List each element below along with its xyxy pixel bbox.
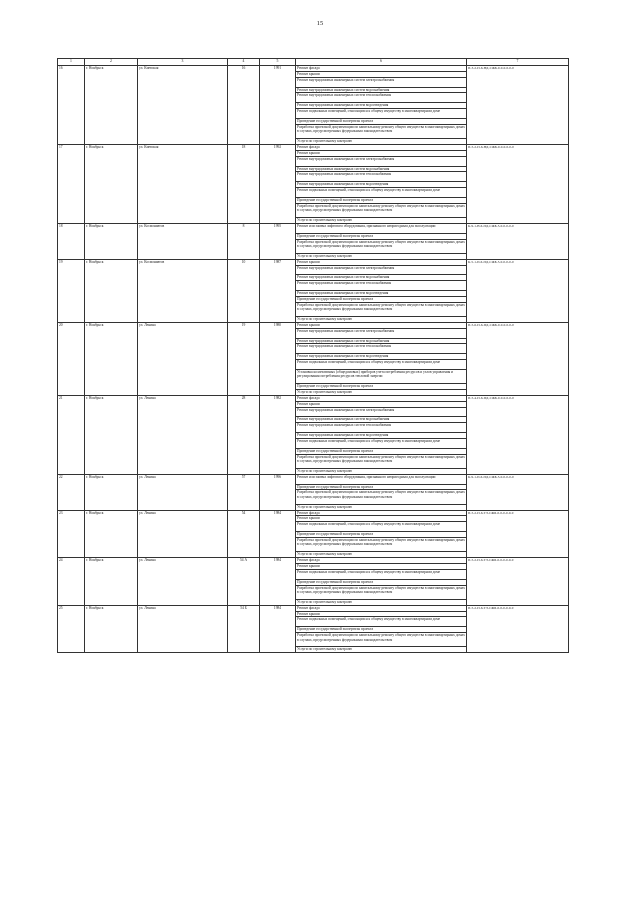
work-type-cell: Ремонт крыши bbox=[296, 71, 467, 77]
work-type-cell: Ремонт внутридомовых инженерных систем водоотведения bbox=[296, 182, 467, 188]
table-body bbox=[58, 66, 569, 653]
house-number-cell: 54 А bbox=[228, 558, 260, 606]
work-type-cell: Разработка проектной документации по капитальному ремонту общего имущества в многоквартирных домах в случаях, предусмотренных федеральным законодательством bbox=[296, 454, 467, 468]
repair-program-table bbox=[57, 58, 569, 653]
house-number-cell: 57 bbox=[228, 474, 260, 510]
work-type-cell: Услуги по строительному контролю bbox=[296, 253, 467, 259]
work-type-cell: Ремонт внутридомовых инженерных систем электроснабжения bbox=[296, 328, 467, 338]
work-type-cell: Ремонт фасада bbox=[296, 510, 467, 516]
row-number: 20 bbox=[58, 322, 85, 395]
work-type-cell: Разработка проектной документации по капитальному ремонту общего имущества в многоквартирных домах в случаях, предусмотренных федеральным законодательством bbox=[296, 124, 467, 138]
work-type-cell: Проведение государственной экспертизы проекта bbox=[296, 484, 467, 490]
work-type-cell: Ремонт внутридомовых инженерных систем электроснабжения bbox=[296, 156, 467, 166]
year-built-cell: 1980 bbox=[260, 322, 296, 395]
building-code-cell: П-5-2-П-6-ТЭ-СЖБ-0-0-0-0-0-0 bbox=[467, 510, 569, 558]
city-cell: г. Ноябрьск bbox=[85, 66, 138, 145]
building-code-cell: П-5-2-П-6-ТЭ-СЖБ-0-0-0-0-0-0 bbox=[467, 605, 569, 653]
column-header-5: 5 bbox=[260, 59, 296, 66]
house-number-cell: 10 bbox=[228, 259, 260, 322]
house-number-cell: 18 bbox=[228, 144, 260, 223]
row-number: 24 bbox=[58, 558, 85, 606]
city-cell: г. Ноябрьск bbox=[85, 510, 138, 558]
work-type-cell: Проведение государственной экспертизы проекта bbox=[296, 627, 467, 633]
work-type-cell: Ремонт крыши bbox=[296, 401, 467, 407]
house-number-cell: 16 bbox=[228, 66, 260, 145]
work-type-cell: Ремонт внутридомовых инженерных систем теплоснабжения bbox=[296, 344, 467, 354]
row-number: 19 bbox=[58, 259, 85, 322]
work-type-cell: Разработка проектной документации по капитальному ремонту общего имущества в многоквартирных домах в случаях, предусмотренных федеральным законодательством bbox=[296, 538, 467, 552]
work-type-cell: Ремонт подвальных помещений, относящихся к общему имуществу в многоквартирном доме bbox=[296, 188, 467, 198]
work-type-cell: Проведение государственной экспертизы проекта bbox=[296, 384, 467, 390]
work-type-cell: Ремонт внутридомовых инженерных систем электроснабжения bbox=[296, 407, 467, 417]
row-number: 25 bbox=[58, 605, 85, 653]
work-type-cell: Ремонт внутридомовых инженерных систем водоснабжения bbox=[296, 417, 467, 423]
row-number: 23 bbox=[58, 510, 85, 558]
street-cell: ул. Космонавтов bbox=[138, 259, 228, 322]
street-cell: ул. Ленина bbox=[138, 395, 228, 474]
work-type-cell: Ремонт внутридомовых инженерных систем водоотведения bbox=[296, 290, 467, 296]
work-type-cell: Ремонт фасада bbox=[296, 144, 467, 150]
year-built-cell: 1992 bbox=[260, 144, 296, 223]
work-type-cell: Ремонт внутридомовых инженерных систем теплоснабжения bbox=[296, 423, 467, 433]
work-type-cell: Ремонт внутридомовых инженерных систем водоснабжения bbox=[296, 87, 467, 93]
work-type-cell: Ремонт фасада bbox=[296, 558, 467, 564]
building-code-cell: П-3-2-П-6-НД-СЖБ-0-0-0-0-0-0 bbox=[467, 66, 569, 145]
building-code-cell: П-5-4-П-6-ПД-СЖБ-0-0-0-0-0-0 bbox=[467, 395, 569, 474]
work-type-cell: Услуги по строительному контролю bbox=[296, 552, 467, 558]
work-type-cell: Услуги по строительному контролю bbox=[296, 139, 467, 145]
work-type-cell: Ремонт подвальных помещений, относящихся к общему имуществу в многоквартирном доме bbox=[296, 617, 467, 627]
work-type-cell: Проведение государственной экспертизы проекта bbox=[296, 296, 467, 302]
work-type-cell: Разработка проектной документации по капитальному ремонту общего имущества в многоквартирных домах в случаях, предусмотренных федеральным законодательством bbox=[296, 633, 467, 647]
city-cell: г. Ноябрьск bbox=[85, 259, 138, 322]
work-type-cell: Ремонт внутридомовых инженерных систем электроснабжения bbox=[296, 265, 467, 275]
city-cell: г. Ноябрьск bbox=[85, 474, 138, 510]
city-cell: г. Ноябрьск bbox=[85, 223, 138, 259]
row-number: 17 bbox=[58, 144, 85, 223]
building-code-cell: К-5-1-П-6-ПД-СЖБ-5-0-0-0-0-0 bbox=[467, 259, 569, 322]
street-cell: ул. Ленина bbox=[138, 322, 228, 395]
house-number-cell: 54 bbox=[228, 510, 260, 558]
house-number-cell: 54 Б bbox=[228, 605, 260, 653]
work-type-cell: Ремонт подвальных помещений, относящихся к общему имуществу в многоквартирном доме bbox=[296, 360, 467, 370]
building-code-cell: К-9-1-П-6-ПД-СЖБ-5-0-0-0-0-0 bbox=[467, 474, 569, 510]
work-type-cell: Проведение государственной экспертизы проекта bbox=[296, 532, 467, 538]
street-cell: ул. Ленина bbox=[138, 558, 228, 606]
work-type-cell: Проведение государственной экспертизы проекта bbox=[296, 197, 467, 203]
work-type-cell: Ремонт внутридомовых инженерных систем электроснабжения bbox=[296, 77, 467, 87]
work-type-cell: Разработка проектной документации по капитальному ремонту общего имущества в многоквартирных домах в случаях, предусмотренных федеральным законодательством bbox=[296, 585, 467, 599]
work-type-cell: Ремонт крыши bbox=[296, 516, 467, 522]
work-type-cell: Разработка проектной документации по капитальному ремонту общего имущества в многоквартирных домах в случаях, предусмотренных федеральным законодательством bbox=[296, 239, 467, 253]
column-header-1: 1 bbox=[58, 59, 85, 66]
work-type-cell: Разработка проектной документации по капитальному ремонту общего имущества в многоквартирных домах в случаях, предусмотренных федеральным законодательством bbox=[296, 490, 467, 504]
building-code-cell: П-5-2-П-6-ТЭ-СЖБ-0-0-0-0-0-0 bbox=[467, 558, 569, 606]
work-type-cell: Проведение государственной экспертизы проекта bbox=[296, 448, 467, 454]
work-type-cell: Ремонт подвальных помещений, относящихся к общему имуществу в многоквартирном доме bbox=[296, 439, 467, 449]
work-type-cell: Ремонт подвальных помещений, относящихся к общему имуществу в многоквартирном доме bbox=[296, 109, 467, 119]
year-built-cell: 1984 bbox=[260, 605, 296, 653]
column-number-row bbox=[58, 59, 569, 66]
work-type-cell: Ремонт крыши bbox=[296, 564, 467, 570]
work-type-cell: Ремонт внутридомовых инженерных систем водоотведения bbox=[296, 103, 467, 109]
work-type-cell: Разработка проектной документации по капитальному ремонту общего имущества в многоквартирных домах в случаях, предусмотренных федеральным законодательством bbox=[296, 203, 467, 217]
year-built-cell: 1996 bbox=[260, 474, 296, 510]
year-built-cell: 1982 bbox=[260, 395, 296, 474]
row-number: 21 bbox=[58, 395, 85, 474]
work-type-cell: Проведение государственной экспертизы проекта bbox=[296, 118, 467, 124]
column-header-2: 2 bbox=[85, 59, 138, 66]
page-number: 15 bbox=[316, 20, 324, 27]
column-header-6: 6 bbox=[296, 59, 467, 66]
year-built-cell: 1995 bbox=[260, 223, 296, 259]
row-number: 18 bbox=[58, 223, 85, 259]
work-type-cell: Услуги по строительному контролю bbox=[296, 504, 467, 510]
house-number-cell: 28 bbox=[228, 395, 260, 474]
house-number-cell: 19 bbox=[228, 322, 260, 395]
street-cell: ул. Ленина bbox=[138, 474, 228, 510]
work-type-cell: Ремонт внутридомовых инженерных систем водоснабжения bbox=[296, 166, 467, 172]
work-type-cell: Ремонт внутридомовых инженерных систем теплоснабжения bbox=[296, 93, 467, 103]
work-type-cell: Ремонт фасада bbox=[296, 66, 467, 72]
street-cell: ул. Космонавтов bbox=[138, 223, 228, 259]
year-built-cell: 1984 bbox=[260, 558, 296, 606]
column-header-4: 4 bbox=[228, 59, 260, 66]
work-type-cell: Ремонт крыши bbox=[296, 611, 467, 617]
house-number-cell: 8 bbox=[228, 223, 260, 259]
work-type-cell: Ремонт подвальных помещений, относящихся к общему имуществу в многоквартирном доме bbox=[296, 522, 467, 532]
work-type-cell: Ремонт подвальных помещений, относящихся к общему имуществу в многоквартирном доме bbox=[296, 569, 467, 579]
table-row bbox=[58, 474, 569, 484]
year-built-cell: 1987 bbox=[260, 259, 296, 322]
city-cell: г. Ноябрьск bbox=[85, 558, 138, 606]
building-code-cell: П-5-2-П-6-НД-СЖБ-0-0-0-0-0-0 bbox=[467, 144, 569, 223]
work-type-cell: Ремонт фасада bbox=[296, 605, 467, 611]
street-cell: ул. Ленина bbox=[138, 510, 228, 558]
row-number: 22 bbox=[58, 474, 85, 510]
city-cell: г. Ноябрьск bbox=[85, 395, 138, 474]
city-cell: г. Ноябрьск bbox=[85, 144, 138, 223]
city-cell: г. Ноябрьск bbox=[85, 322, 138, 395]
street-cell: ул. Киевская bbox=[138, 66, 228, 145]
work-type-cell: Ремонт внутридомовых инженерных систем водоотведения bbox=[296, 433, 467, 439]
work-type-cell: Ремонт крыши bbox=[296, 259, 467, 265]
work-type-cell: Услуги по строительному контролю bbox=[296, 389, 467, 395]
work-type-cell: Ремонт крыши bbox=[296, 322, 467, 328]
work-type-cell: Ремонт внутридомовых инженерных систем водоснабжения bbox=[296, 338, 467, 344]
work-type-cell: Установка коллективных (общедомовых) приборов учета потребления ресурсов и узлов управления и регулирования потребления ресурсов тепловой энергии bbox=[296, 369, 467, 383]
table-row bbox=[58, 223, 569, 233]
work-type-cell: Ремонт фасада bbox=[296, 395, 467, 401]
street-cell: ул. Киевская bbox=[138, 144, 228, 223]
work-type-cell: Проведение государственной экспертизы проекта bbox=[296, 579, 467, 585]
work-type-cell: Ремонт или замена лифтового оборудования, признанного непригодным для эксплуатации bbox=[296, 223, 467, 233]
work-type-cell: Ремонт внутридомовых инженерных систем теплоснабжения bbox=[296, 172, 467, 182]
work-type-cell: Ремонт внутридомовых инженерных систем водоснабжения bbox=[296, 275, 467, 281]
work-type-cell: Проведение государственной экспертизы проекта bbox=[296, 233, 467, 239]
work-type-cell: Ремонт крыши bbox=[296, 150, 467, 156]
street-cell: ул. Ленина bbox=[138, 605, 228, 653]
column-header-3: 3 bbox=[138, 59, 228, 66]
year-built-cell: 1984 bbox=[260, 510, 296, 558]
work-type-cell: Разработка проектной документации по капитальному ремонту общего имущества в многоквартирных домах в случаях, предусмотренных федеральным законодательством bbox=[296, 302, 467, 316]
work-type-cell: Услуги по строительному контролю bbox=[296, 316, 467, 322]
work-type-cell: Ремонт или замена лифтового оборудования, признанного непригодным для эксплуатации bbox=[296, 474, 467, 484]
work-type-cell: Ремонт внутридомовых инженерных систем водоотведения bbox=[296, 354, 467, 360]
work-type-cell: Услуги по строительному контролю bbox=[296, 217, 467, 223]
year-built-cell: 1991 bbox=[260, 66, 296, 145]
building-code-cell: К-9-1-Н-6-ПД-СЖБ-5-0-0-0-0-0 bbox=[467, 223, 569, 259]
work-type-cell: Услуги по строительному контролю bbox=[296, 647, 467, 653]
building-code-cell: П-5-6-П-6-ПД-СЖБ-0-0-0-0-0-0 bbox=[467, 322, 569, 395]
work-type-cell: Ремонт внутридомовых инженерных систем теплоснабжения bbox=[296, 281, 467, 291]
city-cell: г. Ноябрьск bbox=[85, 605, 138, 653]
work-type-cell: Услуги по строительному контролю bbox=[296, 599, 467, 605]
column-header-7: 7 bbox=[467, 59, 569, 66]
work-type-cell: Услуги по строительному контролю bbox=[296, 468, 467, 474]
row-number: 16 bbox=[58, 66, 85, 145]
